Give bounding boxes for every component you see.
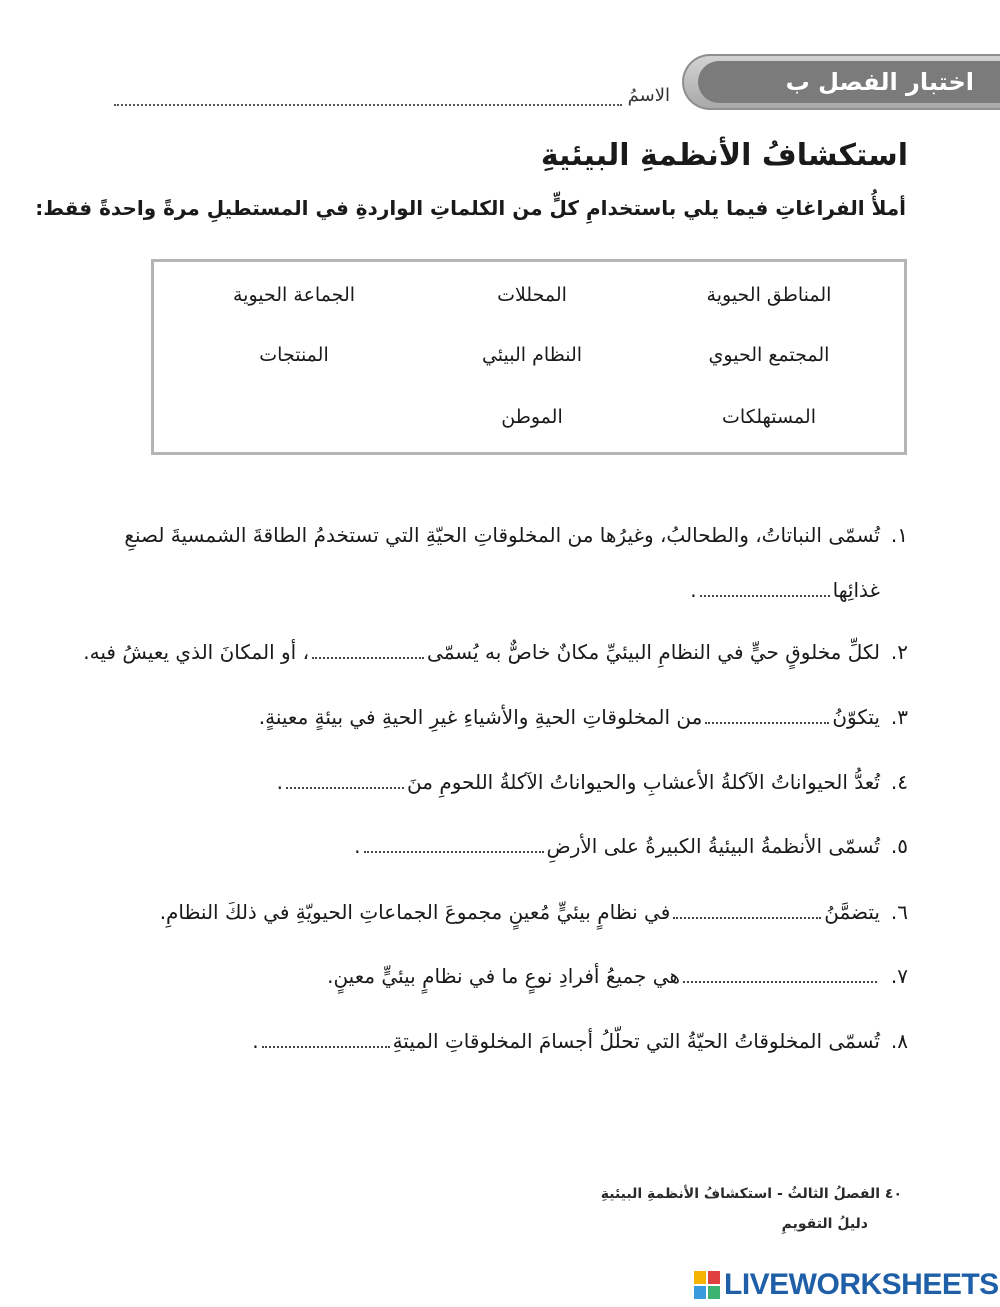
question-text: تُسمّى الأنظمةُ البيئيةُ الكبيرةُ على الأرضِ	[546, 834, 880, 858]
word-bank-item: الموطن	[501, 406, 563, 428]
question-text: هي جميعُ أفرادِ نوعٍ ما في نظامٍ بيئيٍّ معينٍ.	[327, 964, 680, 988]
question-text: .	[252, 1029, 259, 1053]
question-number: ٣.	[890, 705, 908, 729]
question-number: ٧.	[890, 964, 908, 988]
test-header-tab	[682, 54, 1000, 110]
footer-chapter-line	[601, 1186, 902, 1202]
name-label: الاسمُ	[627, 85, 670, 106]
answer-blank-4[interactable]	[286, 787, 404, 789]
question-text: تُسمّى النباتاتُ، والطحالبُ، وغيرُها من المخلوقاتِ الحيّةِ التي تستخدمُ الطاقةَ الشمسيةَ لصنعِ	[124, 523, 880, 547]
question-text: .	[276, 770, 284, 794]
question-text: ، أو المكانَ الذي يعيشُ فيه.	[83, 640, 310, 664]
word-bank-item: الجماعة الحيوية	[232, 284, 356, 306]
name-row	[114, 78, 670, 106]
answer-blank-1[interactable]	[700, 595, 830, 597]
word-bank-item: المجتمع الحيوي	[708, 344, 830, 366]
answer-blank-8[interactable]	[262, 1046, 390, 1048]
question-number: ٨.	[890, 1029, 908, 1053]
page-number: ٤٠	[884, 1186, 902, 1202]
word-bank-box	[151, 259, 907, 455]
question-text: .	[690, 578, 697, 602]
answer-blank-6[interactable]	[673, 917, 821, 919]
question-number: ١.	[890, 523, 908, 547]
footer-chapter: الفصلُ الثالثُ - استكشافُ الأنظمةِ البيئيةِ	[600, 1186, 881, 1202]
instruction-text: أملأُ الفراغاتِ فيما يلي باستخدامِ كلٍّ من الكلماتِ الواردةِ في المستطيلِ مرةً واحدةً فقط:	[35, 196, 906, 220]
question-text: تُعدُّ الحيواناتُ الآكلةُ الأعشابِ والحيواناتُ الآكلةُ اللحومِ منَ	[407, 770, 880, 794]
question-text: .	[354, 834, 361, 858]
question-text: من المخلوقاتِ الحيةِ والأشياءِ غيرِ الحيةِ في بيئةٍ معينةٍ.	[258, 705, 703, 729]
answer-blank-2[interactable]	[312, 657, 424, 659]
question-text: في نظامٍ بيئيٍّ مُعينٍ مجموعَ الجماعاتِ الحيويّةِ في ذلكَ النظامِ.	[159, 900, 671, 924]
liveworksheets-watermark	[694, 1270, 999, 1300]
question-number: ٤.	[890, 770, 908, 794]
word-bank-item: المنتجات	[259, 344, 329, 366]
question-3	[259, 705, 908, 729]
word-bank-item: المناطق الحيوية	[706, 284, 832, 306]
tab-label: اختبار الفصل ب	[785, 68, 974, 96]
question-7	[327, 964, 908, 988]
question-1-continued	[690, 578, 880, 602]
answer-blank-7[interactable]	[683, 981, 877, 983]
question-6	[160, 900, 908, 924]
question-2	[83, 640, 908, 664]
question-number: ٥.	[890, 834, 908, 858]
question-text: غذائِها	[832, 578, 880, 602]
word-bank-item: المستهلكات	[722, 406, 816, 428]
question-text: تُسمّى المخلوقاتُ الحيّةُ التي تحلّلُ أجسامَ المخلوقاتِ الميتةِ	[392, 1029, 880, 1053]
question-8	[252, 1029, 908, 1053]
footer-guide: دليلُ التقويمِ	[781, 1216, 868, 1232]
liveworksheets-logo-icon	[694, 1271, 720, 1299]
question-text: يتضمَّنُ	[824, 900, 880, 924]
question-number: ٦.	[890, 900, 908, 924]
word-bank-item: النظام البيئي	[481, 344, 583, 366]
question-text: لكلِّ مخلوقٍ حيٍّ في النظامِ البيئيِّ مكانٌ خاصٌّ به يُسمّى	[427, 640, 880, 664]
answer-blank-3[interactable]	[705, 722, 829, 724]
question-text: يتكوّنُ	[832, 705, 880, 729]
watermark-text: LIVEWORKSHEETS	[724, 1268, 999, 1301]
question-1	[124, 523, 908, 547]
page-title: استكشافُ الأنظمةِ البيئيةِ	[540, 138, 908, 173]
question-number: ٢.	[890, 640, 908, 664]
question-4	[277, 770, 908, 794]
answer-blank-5[interactable]	[364, 851, 544, 853]
name-input[interactable]	[114, 88, 622, 106]
question-5	[354, 834, 908, 858]
word-bank-item: المحللات	[497, 284, 567, 306]
